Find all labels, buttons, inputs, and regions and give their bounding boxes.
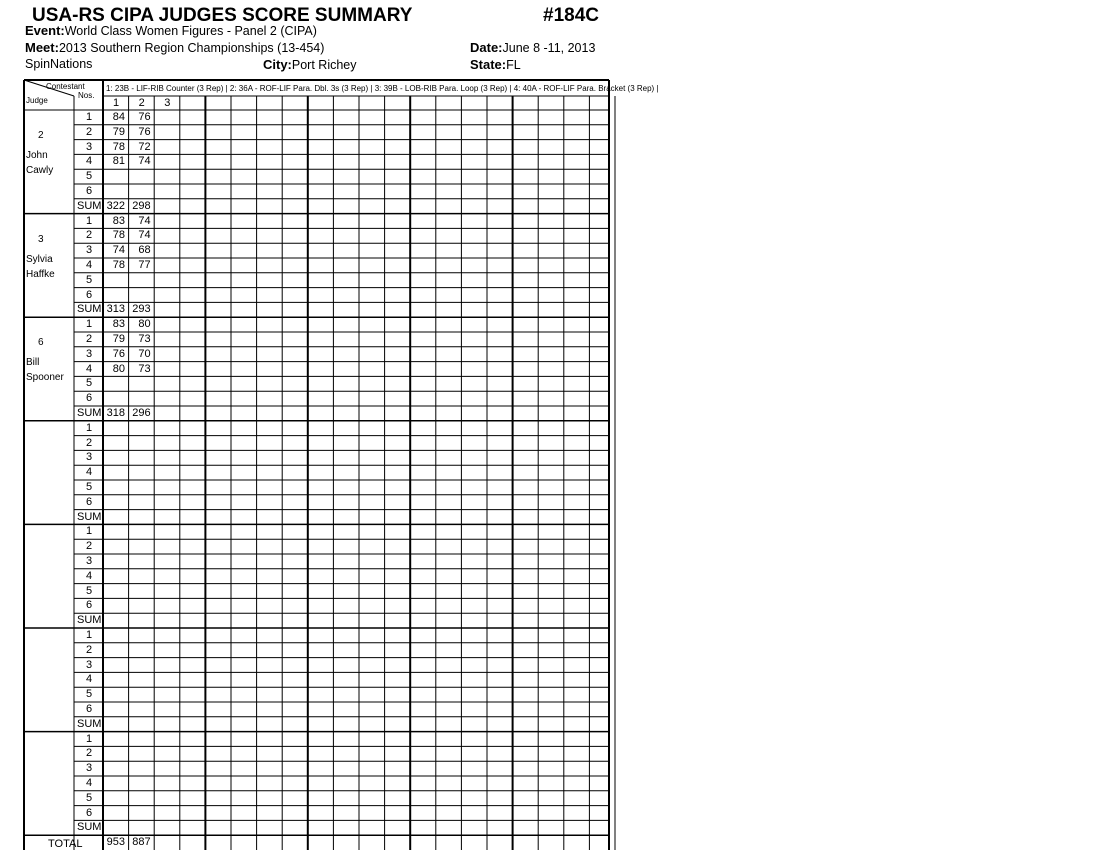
sum-label: SUM (77, 199, 102, 212)
judge-last-name: Haffke (26, 268, 55, 280)
row-label: 2 (86, 643, 93, 656)
judge-last-name: Cawly (26, 165, 54, 176)
header-nos: Nos. (78, 91, 95, 100)
sum-cell: 293 (132, 303, 151, 316)
judge-number: 2 (38, 130, 44, 141)
score-cell: 78 (112, 259, 125, 271)
sum-label: SUM (77, 717, 102, 730)
score-cell: 73 (138, 333, 151, 345)
score-cell: 74 (138, 229, 151, 242)
row-label: 2 (86, 540, 93, 553)
score-cell: 78 (112, 229, 125, 242)
score-cell: 81 (112, 155, 125, 168)
row-label: 1 (86, 525, 93, 538)
location-value: SpinNations (25, 57, 93, 71)
judge-first-name: Sylvia (26, 253, 53, 265)
score-cell: 68 (138, 244, 151, 257)
score-cell: 74 (112, 244, 125, 257)
date-label: Date: (470, 40, 503, 55)
sum-cell: 298 (132, 199, 151, 212)
row-label: 2 (86, 229, 93, 242)
row-label: 4 (86, 362, 93, 375)
row-label: 5 (86, 273, 93, 286)
score-cell: 79 (112, 125, 125, 138)
score-cell: 76 (138, 111, 151, 123)
row-label: 3 (86, 347, 93, 360)
row-label: 2 (86, 747, 93, 760)
row-label: 4 (86, 777, 93, 789)
row-label: 1 (86, 629, 93, 641)
score-cell: 80 (138, 318, 151, 331)
score-cell: 77 (138, 259, 151, 271)
row-label: 4 (86, 466, 93, 479)
row-label: 5 (86, 584, 93, 597)
score-cell: 84 (112, 111, 125, 123)
contestant-number: 3 (164, 97, 171, 109)
row-label: 6 (86, 495, 93, 508)
meet-value: 2013 Southern Region Championships (13-454) (58, 41, 325, 55)
sum-label: SUM (77, 510, 102, 523)
meet-label: Meet: (25, 40, 59, 55)
sum-cell: 318 (106, 407, 125, 419)
row-label: 1 (86, 732, 93, 745)
contestant-number: 1 (113, 97, 120, 109)
judge-number: 3 (38, 233, 44, 245)
row-label: 4 (86, 673, 93, 686)
form-title: USA-RS CIPA JUDGES SCORE SUMMARY (32, 5, 413, 26)
total-cell: 953 (106, 836, 125, 848)
row-label: 6 (86, 185, 93, 197)
row-label: 6 (86, 599, 93, 612)
figures-description: 1: 23B - LIF-RIB Counter (3 Rep) | 2: 36A - ROF-LIF Para. Dbl. 3s (3 Rep) | 3: 39B - LOB-RIB Para. Loop (3 Rep) | 4: 40A - ROF-LIF Para. Bracket (3 Rep) | (106, 84, 659, 93)
judge-first-name: John (26, 150, 48, 161)
row-label: 5 (86, 170, 93, 183)
row-label: 1 (86, 111, 93, 123)
event-label: Event: (25, 23, 65, 38)
row-label: 1 (86, 318, 93, 331)
score-cell: 76 (138, 125, 151, 138)
sum-cell: 322 (106, 199, 125, 212)
row-label: 1 (86, 421, 93, 434)
row-label: 5 (86, 791, 93, 804)
row-label: 4 (86, 155, 93, 168)
event-value: World Class Women Figures - Panel 2 (CIPA) (64, 24, 317, 38)
score-cell: 73 (138, 362, 151, 375)
row-label: 2 (86, 125, 93, 138)
row-label: 6 (86, 703, 93, 715)
total-label: TOTAL (48, 838, 83, 850)
row-label: 3 (86, 451, 93, 464)
row-label: 3 (86, 140, 93, 153)
row-label: 3 (86, 658, 93, 671)
city-value: Port Richey (291, 58, 357, 72)
row-label: 3 (86, 762, 93, 775)
judge-last-name: Spooner (26, 372, 64, 384)
score-cell: 74 (138, 214, 151, 227)
row-label: 3 (86, 555, 93, 567)
score-cell: 78 (112, 140, 125, 153)
total-cell: 887 (132, 836, 151, 848)
header-judge: Judge (26, 96, 48, 105)
row-label: 2 (86, 436, 93, 449)
sum-cell: 313 (106, 303, 125, 316)
city-label: City: (263, 57, 292, 72)
sum-label: SUM (77, 407, 102, 419)
row-label: 2 (86, 333, 93, 345)
row-label: 6 (86, 392, 93, 405)
row-label: 5 (86, 377, 93, 390)
contestant-number: 2 (138, 97, 145, 109)
row-label: 4 (86, 569, 93, 582)
score-cell: 83 (112, 214, 125, 227)
row-label: 5 (86, 481, 93, 493)
row-label: 5 (86, 688, 93, 701)
row-label: 6 (86, 288, 93, 301)
row-label: 3 (86, 244, 93, 257)
header-contestant: Contestant (46, 82, 85, 91)
sum-label: SUM (77, 821, 102, 834)
score-cell: 72 (138, 140, 151, 153)
score-cell: 80 (112, 362, 125, 375)
sum-label: SUM (77, 303, 102, 316)
score-cell: 76 (112, 347, 125, 360)
date-value: June 8 -11, 2013 (502, 41, 596, 55)
row-label: 1 (86, 214, 93, 227)
state-label: State: (470, 57, 507, 72)
form-number: #184C (543, 5, 599, 26)
sum-label: SUM (77, 614, 102, 627)
sum-cell: 296 (132, 407, 151, 419)
judge-first-name: Bill (26, 357, 40, 369)
score-cell: 74 (138, 155, 151, 168)
score-cell: 70 (138, 347, 151, 360)
judge-number: 6 (38, 337, 44, 349)
row-label: 4 (86, 259, 93, 271)
score-cell: 83 (112, 318, 125, 331)
state-value: FL (506, 58, 521, 72)
row-label: 6 (86, 806, 93, 819)
score-cell: 79 (112, 333, 125, 345)
